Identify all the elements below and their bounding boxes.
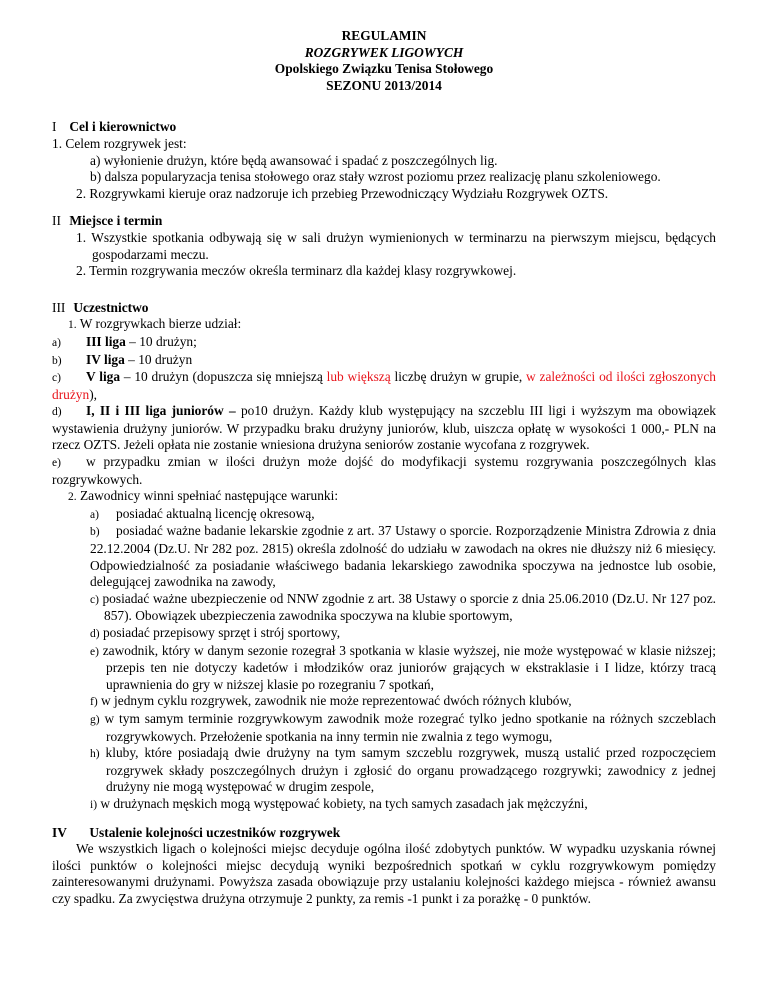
condition-c-text: posiadać ważne ubezpieczenie od NNW zgodnie z art. 38 Ustawy o sporcie z dnia 25.06.2010 (Dz.U. Nr 127 poz. 857). Obowiązek ubezpieczenia zawodnika spoczywa na klubie sportowym, [102, 590, 716, 624]
section-3-heading [52, 300, 716, 317]
condition-h [52, 745, 716, 796]
league-item-e [52, 454, 716, 488]
section-1-point-1a: a) wyłonienie drużyn, które będą awansować i spadać z poszczególnych lig. [90, 152, 498, 168]
league-item-d-letter: d) [52, 406, 62, 419]
league-item-d-name: I, II i III liga juniorów – [86, 403, 236, 419]
section-1-point-1: 1. Celem rozgrywek jest: [52, 135, 187, 151]
section-3-point-1 [52, 316, 716, 334]
title-line-4: SEZONU 2013/2014 [326, 77, 442, 93]
condition-c [52, 591, 716, 625]
condition-f [52, 693, 716, 711]
league-item-a-text: – 10 drużyn; [125, 333, 197, 349]
section-3-point-1-number: 1. [68, 319, 77, 332]
section-4 [52, 825, 716, 908]
section-3-point-2-text: Zawodnicy winni spełniać następujące warunki: [79, 488, 339, 504]
condition-d-letter: d) [90, 628, 100, 640]
section-1 [52, 119, 716, 202]
section-1-point-2: 2. Rozgrywkami kieruje oraz nadzoruje ich przebieg Przewodniczący Wydziału Rozgrywek OZTS. [76, 185, 609, 201]
section-3-title: Uczestnictwo [73, 299, 149, 315]
section-1-number: I [52, 119, 57, 135]
condition-a-text: posiadać aktualną licencję okresową, [116, 505, 315, 521]
league-item-e-letter: e) [52, 457, 61, 470]
section-3-point-2 [52, 488, 716, 506]
section-1-point-1b: b) dalsza popularyzacja tenisa stołowego oraz stały wzrost poziomu przez realizację planu szkoleniowego. [90, 169, 661, 185]
section-4-heading [52, 825, 716, 842]
league-item-c-text-3: ), [89, 386, 97, 402]
section-3-number: III [52, 299, 66, 315]
document-title [52, 28, 716, 94]
condition-e [52, 643, 716, 694]
league-item-c-red-1: lub większą [326, 369, 391, 385]
condition-a-letter: a) [90, 508, 99, 521]
section-2-heading [52, 213, 716, 230]
section-1-heading [52, 119, 716, 136]
league-item-c-red-2: w zależności od ilości zgłoszonych drużyn [52, 369, 717, 402]
league-item-d [52, 403, 716, 454]
league-item-c-letter: c) [52, 372, 61, 385]
league-item-b-text: – 10 drużyn [124, 351, 193, 367]
condition-e-letter: e) [90, 645, 99, 658]
section-3 [52, 300, 716, 814]
section-4-number: IV [52, 824, 67, 840]
condition-g [52, 711, 716, 745]
condition-f-text: w jednym cyklu rozgrywek, zawodnik nie może reprezentować dwóch różnych klubów, [101, 693, 572, 709]
condition-b-text: posiadać ważne badanie lekarskie zgodnie z art. 37 Ustawy o sporcie. Rozporządzenie Ministra Zdrowia z dnia 22.12.2004 (Dz.U. Nr 282 poz. 2815) określa zdolność do udziału w zawodach na okres nie dłuższy niż 6 miesięcy. Odpowiedzialność za posiadanie właściwego badania lekarskiego zawodnika spoczywa na jednostce lub osobie, delegującej zawodnika na zawody, [90, 523, 716, 590]
league-item-c [52, 369, 716, 403]
condition-i-text: w drużynach męskich mogą występować kobiety, na tych samych zasadach jak mężczyźni, [100, 795, 588, 811]
condition-c-letter: c) [90, 593, 99, 606]
league-item-c-text-1: – 10 drużyn (dopuszcza się mniejszą [120, 369, 327, 385]
section-4-title: Ustalenie kolejności uczestników rozgrywek [89, 824, 341, 840]
condition-i [52, 796, 716, 814]
section-4-paragraph: We wszystkich ligach o kolejności miejsc decyduje ogólna ilość zdobytych punktów. W wypadku uzyskania równej ilości punktów o kolejności miejsc decydują wyniki bezpośrednich spotkań w cyklu rozgrywkowym pomiędzy zainteresowanymi drużynami. Powyższa zasada obowiązuje przy ustalaniu kolejności każdego miejsca - również awansu czy spadku. Za zwycięstwa drużyna otrzymuje 2 punkty, za remis -1 punkt i za porażkę - 0 punktów. [52, 841, 716, 906]
league-item-b-name: IV liga [86, 351, 125, 367]
condition-g-letter: g) [90, 713, 100, 726]
section-3-point-1-text: W rozgrywkach bierze udział: [79, 316, 242, 332]
section-3-point-2-number: 2. [68, 491, 77, 504]
condition-h-text: kluby, które posiadają dwie drużyny na tym samym szczeblu rozgrywek, muszą ustalić przed rozpoczęciem rozgrywek składy poszczególnych drużyn i zgłosić do organu prowadzącego rozgrywki; zawodnicy z jednej drużyny nie mogą występować w drugim zespole, [105, 745, 716, 795]
condition-d-text: posiadać przepisowy sprzęt i strój sportowy, [102, 625, 341, 640]
league-item-d-text: po10 drużyn. Każdy klub występujący na szczeblu III ligi i wyższym ma obowiązek wystawienia drużyny juniorów. W przypadku braku drużyny juniorów, klub, uiszcza opłatę w wysokości 1 000,- PLN na rzecz OZTS. Jeżeli opłata nie zostanie wniesiona drużyna seniorów zostanie wycofana z rozgrywek. [52, 403, 716, 453]
title-line-1: REGULAMIN [341, 28, 427, 43]
condition-f-letter: f) [90, 696, 98, 709]
condition-e-text: zawodnik, który w danym sezonie rozegrał 3 spotkania w klasie wyższej, nie może występować w klasie niższej; przepis ten nie dotyczy kadetów i młodzików oraz juniorów grających w ekstraklasie i I lidze, którzy tracą uprawnienia do gry w niższej klasie po rozegraniu 7 spotkań, [102, 642, 716, 692]
league-item-b [52, 352, 716, 370]
league-item-a [52, 334, 716, 352]
league-item-c-name: V liga [86, 369, 121, 385]
condition-b-letter: b) [90, 526, 100, 539]
league-item-b-letter: b) [52, 354, 62, 367]
league-item-a-name: III liga [86, 333, 126, 349]
section-1-title: Cel i kierownictwo [69, 119, 177, 135]
section-2-number: II [52, 213, 61, 229]
section-2-point-1: 1. Wszystkie spotkania odbywają się w sali drużyn wymienionych w terminarzu na pierwszym miejscu, będących gospodarzami meczu. [76, 229, 716, 262]
section-2-title: Miejsce i termin [69, 213, 163, 229]
title-line-3: Opolskiego Związku Tenisa Stołowego [274, 61, 494, 77]
title-line-2: ROZGRYWEK LIGOWYCH [304, 44, 464, 60]
condition-a [52, 506, 716, 524]
league-item-e-text: w przypadku zmian w ilości drużyn może dojść do modyfikacji systemu rozgrywania poszczególnych klas rozgrywkowych. [52, 454, 716, 487]
condition-h-letter: h) [90, 748, 100, 761]
section-2-point-2: 2. Termin rozgrywania meczów określa terminarz dla każdej klasy rozgrywkowej. [76, 263, 517, 279]
league-item-c-text-2: liczbę drużyn w grupie, [390, 369, 527, 385]
condition-d [52, 625, 716, 643]
section-2 [52, 213, 716, 279]
condition-b [52, 523, 716, 590]
condition-g-text: w tym samym terminie rozgrywkowym zawodnik może rozegrać tylko jedno spotkanie na różnych szczeblach rozgrywkowych. Przełożenie spotkania na inny termin nie zwalnia z tego wymogu, [104, 710, 716, 744]
league-item-a-letter: a) [52, 336, 61, 349]
condition-i-letter: i) [90, 798, 98, 811]
